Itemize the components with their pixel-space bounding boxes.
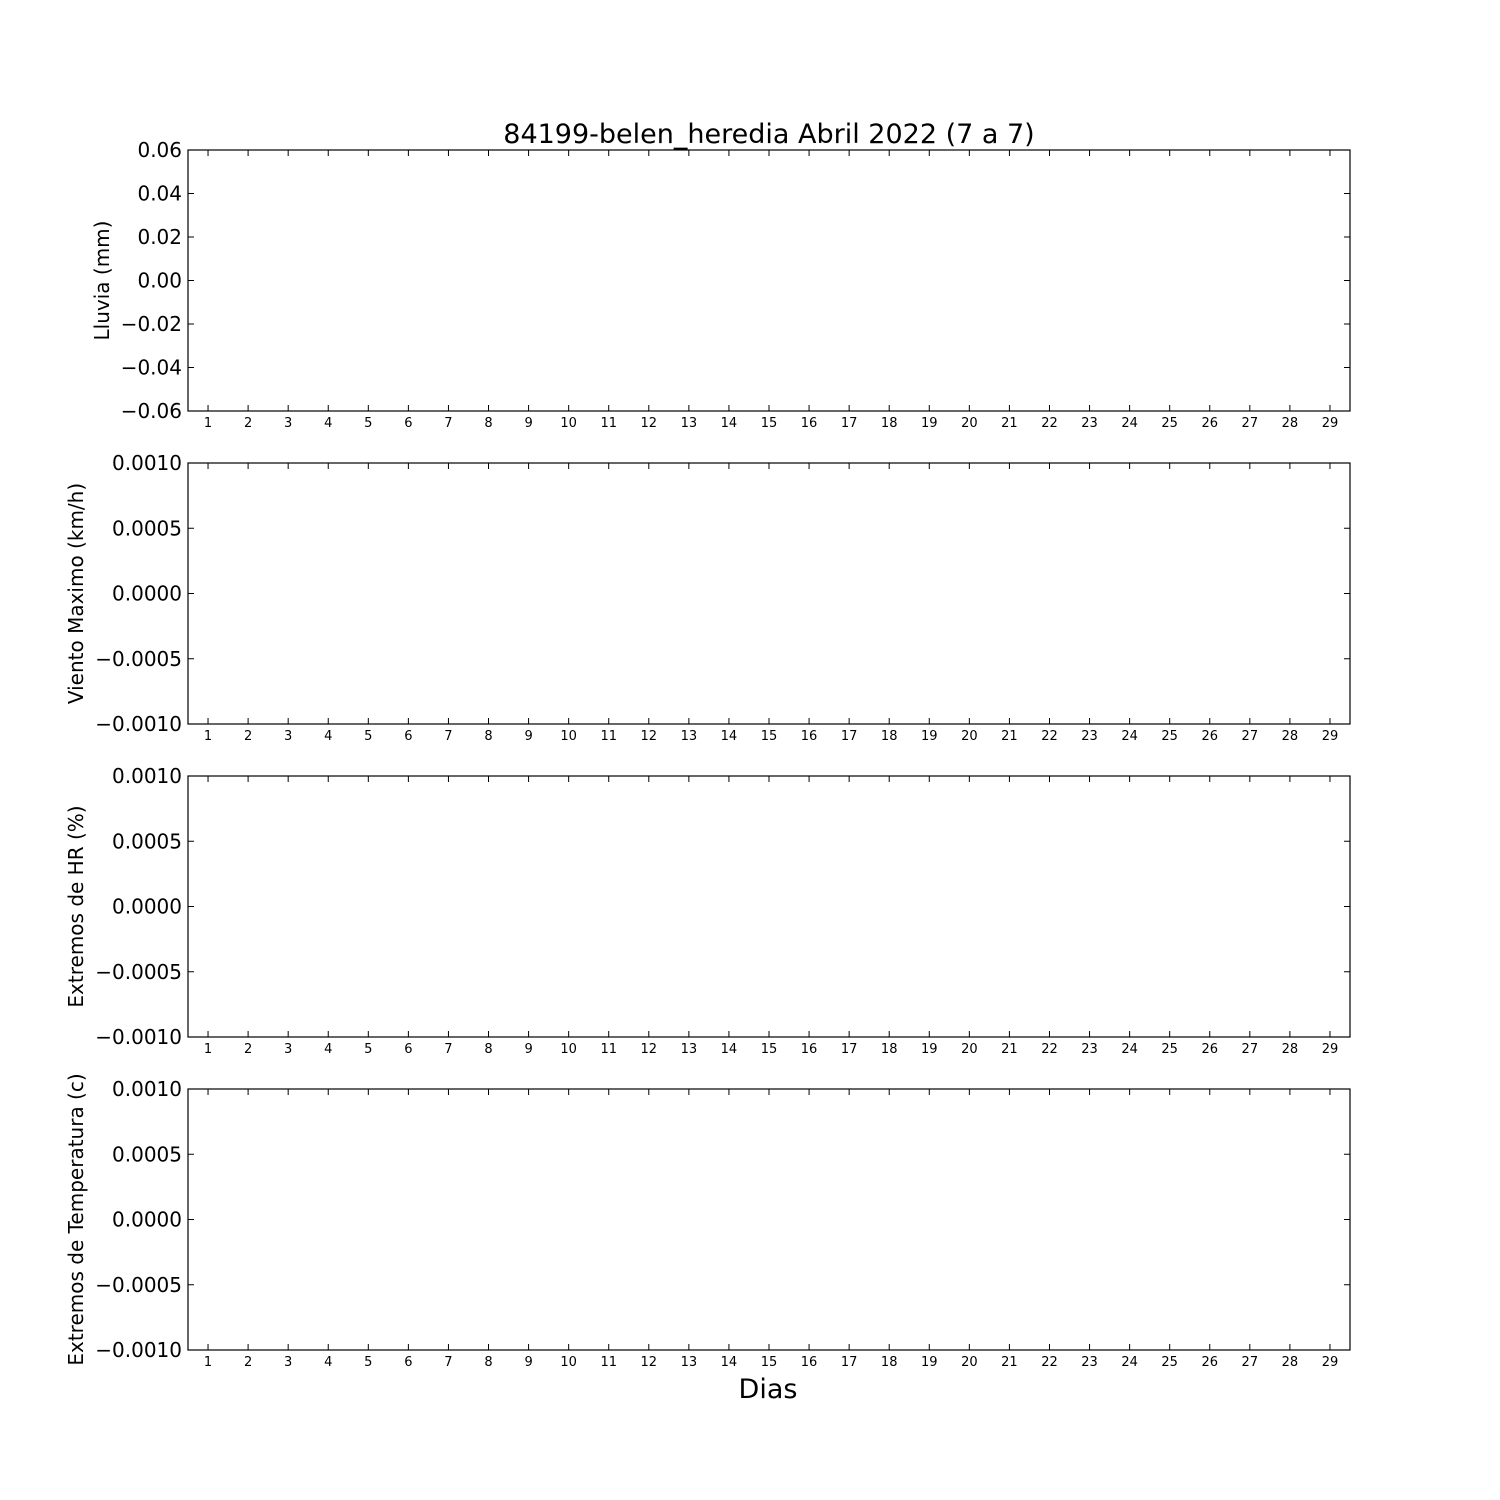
y-tick-label: 0.0005 — [112, 1142, 182, 1167]
x-tick-label: 10 — [560, 1042, 577, 1057]
x-tick-label: 16 — [800, 416, 818, 431]
y-tick-label: 0.0000 — [112, 894, 182, 919]
x-tick-label: 14 — [720, 729, 738, 744]
x-tick-label: 3 — [284, 729, 293, 744]
subplot-4 — [64, 1073, 1350, 1370]
x-tick-label: 15 — [760, 416, 778, 431]
x-tick-label: 6 — [404, 416, 413, 431]
x-tick-label: 12 — [640, 416, 658, 431]
x-tick-label: 23 — [1081, 729, 1098, 744]
x-tick-label: 19 — [921, 729, 938, 744]
y-tick-label: −0.0005 — [95, 1272, 182, 1297]
x-tick-label: 2 — [243, 729, 253, 744]
x-tick-label: 1 — [203, 1042, 213, 1057]
plot-area — [188, 1089, 1350, 1350]
x-tick-label: 15 — [760, 1042, 778, 1057]
x-tick-label: 27 — [1241, 1355, 1259, 1370]
x-tick-label: 17 — [840, 729, 858, 744]
x-tick-label: 12 — [640, 1042, 658, 1057]
x-tick-label: 3 — [284, 1355, 293, 1370]
x-tick-label: 18 — [880, 1042, 898, 1057]
x-tick-label: 23 — [1081, 416, 1098, 431]
x-tick-label: 25 — [1161, 1042, 1178, 1057]
x-tick-label: 21 — [1001, 1355, 1018, 1370]
x-tick-label: 17 — [840, 416, 858, 431]
x-tick-label: 9 — [524, 416, 533, 431]
x-tick-label: 8 — [484, 729, 493, 744]
y-tick-label: 0.0010 — [112, 451, 182, 475]
x-tick-label: 21 — [1001, 416, 1018, 431]
y-tick-label: −0.02 — [120, 312, 182, 336]
x-tick-label: 25 — [1161, 1355, 1178, 1370]
x-tick-label: 7 — [444, 416, 453, 431]
x-tick-label: 6 — [404, 729, 413, 744]
x-tick-label: 13 — [680, 729, 698, 744]
subplot-2 — [64, 451, 1350, 744]
x-tick-label: 28 — [1281, 1355, 1299, 1370]
x-tick-label: 15 — [760, 729, 778, 744]
x-tick-label: 11 — [600, 1355, 617, 1370]
y-tick-label: 0.0010 — [112, 1077, 182, 1101]
x-tick-label: 7 — [444, 1355, 453, 1370]
plot-area — [188, 776, 1350, 1037]
x-tick-label: 8 — [484, 1355, 493, 1370]
x-tick-label: 13 — [680, 1042, 698, 1057]
x-tick-label: 20 — [961, 1355, 978, 1370]
x-tick-label: 28 — [1281, 1042, 1299, 1057]
x-tick-label: 13 — [680, 1355, 698, 1370]
x-tick-label: 15 — [760, 1355, 778, 1370]
y-tick-label: 0.06 — [137, 138, 182, 162]
x-tick-label: 1 — [203, 416, 213, 431]
x-tick-label: 18 — [880, 416, 898, 431]
x-tick-label: 16 — [800, 1042, 818, 1057]
x-tick-label: 18 — [880, 1355, 898, 1370]
subplot-1 — [90, 138, 1350, 431]
x-tick-label: 11 — [600, 1042, 617, 1057]
x-tick-label: 17 — [840, 1042, 858, 1057]
subplot-3 — [64, 764, 1350, 1057]
x-tick-label: 25 — [1161, 729, 1178, 744]
x-tick-label: 19 — [921, 416, 938, 431]
y-tick-label: −0.0010 — [95, 1025, 182, 1049]
x-tick-label: 29 — [1321, 416, 1339, 431]
x-tick-label: 23 — [1081, 1042, 1098, 1057]
chart-title: 84199-belen_heredia Abril 2022 (7 a 7) — [503, 119, 1035, 150]
x-tick-label: 28 — [1281, 729, 1299, 744]
x-tick-label: 2 — [243, 416, 253, 431]
x-tick-label: 22 — [1041, 1042, 1058, 1057]
y-tick-label: −0.0010 — [95, 712, 182, 736]
x-tick-label: 11 — [600, 416, 617, 431]
x-tick-label: 16 — [800, 729, 818, 744]
x-tick-label: 1 — [203, 729, 213, 744]
x-tick-label: 7 — [444, 1042, 453, 1057]
x-tick-label: 5 — [364, 1355, 373, 1370]
y-axis-label: Extremos de Temperatura (c) — [64, 1073, 88, 1366]
x-tick-label: 4 — [324, 416, 333, 431]
x-tick-label: 22 — [1041, 1355, 1058, 1370]
plot-area — [188, 463, 1350, 724]
x-tick-label: 4 — [324, 729, 333, 744]
x-tick-label: 23 — [1081, 1355, 1098, 1370]
y-axis-label: Lluvia (mm) — [90, 220, 114, 341]
y-axis-label: Extremos de HR (%) — [64, 805, 88, 1008]
x-tick-label: 22 — [1041, 416, 1058, 431]
x-tick-label: 8 — [484, 1042, 493, 1057]
x-tick-label: 5 — [364, 1042, 373, 1057]
x-tick-label: 1 — [203, 1355, 213, 1370]
y-tick-label: −0.0005 — [95, 959, 182, 984]
y-tick-label: −0.04 — [120, 355, 182, 380]
x-tick-label: 29 — [1321, 1355, 1339, 1370]
x-tick-label: 27 — [1241, 729, 1259, 744]
y-axis-label: Viento Maximo (km/h) — [64, 482, 88, 705]
y-tick-label: 0.00 — [137, 268, 182, 293]
x-tick-label: 20 — [961, 729, 978, 744]
x-tick-label: 20 — [961, 1042, 978, 1057]
plot-area — [188, 150, 1350, 411]
x-tick-label: 4 — [324, 1355, 333, 1370]
y-tick-label: −0.0005 — [95, 646, 182, 671]
x-axis-label: Dias — [738, 1374, 798, 1405]
x-tick-label: 3 — [284, 1042, 293, 1057]
x-tick-label: 13 — [680, 416, 698, 431]
x-tick-label: 21 — [1001, 1042, 1018, 1057]
x-tick-label: 27 — [1241, 1042, 1259, 1057]
x-tick-label: 22 — [1041, 729, 1058, 744]
x-tick-label: 29 — [1321, 1042, 1339, 1057]
y-tick-label: 0.0000 — [112, 581, 182, 606]
x-tick-label: 26 — [1201, 1042, 1219, 1057]
x-tick-label: 24 — [1121, 1355, 1138, 1370]
y-tick-label: 0.0000 — [112, 1207, 182, 1232]
x-tick-label: 2 — [243, 1355, 253, 1370]
x-tick-label: 17 — [840, 1355, 858, 1370]
x-tick-label: 9 — [524, 729, 533, 744]
x-tick-label: 10 — [560, 416, 577, 431]
x-tick-label: 8 — [484, 416, 493, 431]
x-tick-label: 18 — [880, 729, 898, 744]
x-tick-label: 10 — [560, 1355, 577, 1370]
x-tick-label: 2 — [243, 1042, 253, 1057]
x-tick-label: 14 — [720, 1042, 738, 1057]
x-tick-label: 11 — [600, 729, 617, 744]
x-tick-label: 25 — [1161, 416, 1178, 431]
x-tick-label: 26 — [1201, 729, 1219, 744]
x-tick-label: 14 — [720, 1355, 738, 1370]
x-tick-label: 24 — [1121, 729, 1138, 744]
y-tick-label: 0.0005 — [112, 516, 182, 541]
x-tick-label: 16 — [800, 1355, 818, 1370]
x-tick-label: 9 — [524, 1355, 533, 1370]
y-tick-label: 0.0005 — [112, 829, 182, 854]
y-tick-label: −0.0010 — [95, 1338, 182, 1362]
subplots — [64, 138, 1350, 1370]
x-tick-label: 14 — [720, 416, 738, 431]
x-tick-label: 5 — [364, 729, 373, 744]
x-tick-label: 4 — [324, 1042, 333, 1057]
y-tick-label: 0.0010 — [112, 764, 182, 788]
x-tick-label: 29 — [1321, 729, 1339, 744]
x-tick-label: 6 — [404, 1042, 413, 1057]
x-tick-label: 24 — [1121, 1042, 1138, 1057]
x-tick-label: 26 — [1201, 416, 1219, 431]
y-tick-label: 0.02 — [137, 225, 182, 249]
x-tick-label: 27 — [1241, 416, 1259, 431]
y-tick-label: 0.04 — [137, 181, 182, 206]
x-tick-label: 24 — [1121, 416, 1138, 431]
x-tick-label: 19 — [921, 1355, 938, 1370]
x-tick-label: 19 — [921, 1042, 938, 1057]
y-tick-label: −0.06 — [120, 399, 182, 423]
x-tick-label: 26 — [1201, 1355, 1219, 1370]
x-tick-label: 7 — [444, 729, 453, 744]
x-tick-label: 20 — [961, 416, 978, 431]
x-tick-label: 12 — [640, 1355, 658, 1370]
x-tick-label: 12 — [640, 729, 658, 744]
x-tick-label: 28 — [1281, 416, 1299, 431]
x-tick-label: 5 — [364, 416, 373, 431]
x-tick-label: 6 — [404, 1355, 413, 1370]
x-tick-label: 9 — [524, 1042, 533, 1057]
x-tick-label: 3 — [284, 416, 293, 431]
x-tick-label: 21 — [1001, 729, 1018, 744]
x-tick-label: 10 — [560, 729, 577, 744]
